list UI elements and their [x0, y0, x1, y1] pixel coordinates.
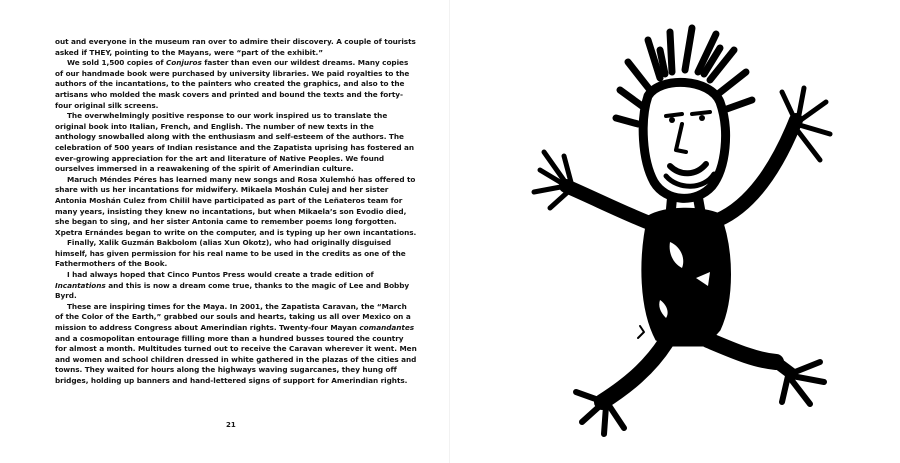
text-run: Maruch Méndes Péres has learned many new songs and Rosa Xulemhó has offered to share with us her incantations for midwifery. Mikaela Moshán Culej and her sister Antonia Moshán Culez from Chilil have participated as part of the Leñateros team for many years, insisting they knew no incantations, but when Mikaela’s son Evodio died, she began to sing, and her sister Antonia came to remember poems long forgotten. Xpetra Ernándes began to write on the computer, and is typing up her own incantations.	[55, 174, 417, 237]
italic-text: Incantations	[55, 280, 106, 290]
italic-text: comandantes	[359, 323, 415, 333]
text-run: I had always hoped that Cinco Puntos Press would create a trade edition of	[67, 270, 374, 280]
paragraph	[55, 58, 417, 111]
page-number: 21	[226, 421, 236, 429]
ink-figure-drawing-icon	[520, 10, 860, 450]
paragraph	[55, 37, 417, 58]
italic-text: Conjuros	[165, 58, 202, 68]
text-run: faster than even our wildest dreams. Many copies of our handmade book were purchased by university libraries. We paid royalties to the authors of the incantations, to the painters who created the graphics, and also to the artisans who molded the mask covers and printed and bound the texts and the forty-four original silk screens.	[55, 58, 410, 110]
text-run: and a cosmopolitan entourage filling more than a hundred busses toured the country for almost a month. Multitudes turned out to receive the Caravan wherever it went. Men and women and school children dressed in white gathered in the plazas of the cities and towns. They waited for hours along the highways waving sugarcanes, they hung off bridges, holding up banners and hand-lettered signs of support for Amerindian rights.	[55, 333, 417, 385]
body-text	[55, 37, 417, 387]
text-run: We sold 1,500 copies of	[67, 58, 166, 68]
paragraph	[55, 270, 417, 302]
text-run: Finally, Xalik Guzmán Bakbolom (alias Xun Okotz), who had originally disguised himself, has given permission for his real name to be used in the credits as one of the Fathermothers of the Book.	[55, 238, 406, 269]
paragraph	[55, 175, 417, 239]
paragraph	[55, 111, 417, 175]
text-run: out and everyone in the museum ran over to admire their discovery. A couple of tourists asked if THEY, pointing to the Mayans, were “part of the exhibit.”	[55, 37, 416, 57]
paragraph	[55, 302, 417, 387]
text-run: and this is now a dream come true, thanks to the magic of Lee and Bobby Byrd.	[55, 280, 410, 301]
paragraph	[55, 238, 417, 270]
right-page	[450, 0, 900, 463]
text-run: These are inspiring times for the Maya. In 2001, the Zapatista Caravan, the “March of the Color of the Earth,” grabbed our souls and hearts, taking us all over Mexico on a mission to address Congress about Amerindian rights. Twenty-four Mayan	[55, 301, 411, 333]
text-run: The overwhelmingly positive response to our work inspired us to translate the original book into Italian, French, and English. The number of new texts in the anthology snowballed along with the enthusiasm and self-esteem of the authors. The celebration of 500 years of Indian resistance and the Zapatista uprising has fostered an ever-growing appreciation for the art and literature of Native Peoples. We found ourselves immersed in a reawakening of the spirit of Amerindian culture.	[55, 111, 415, 174]
